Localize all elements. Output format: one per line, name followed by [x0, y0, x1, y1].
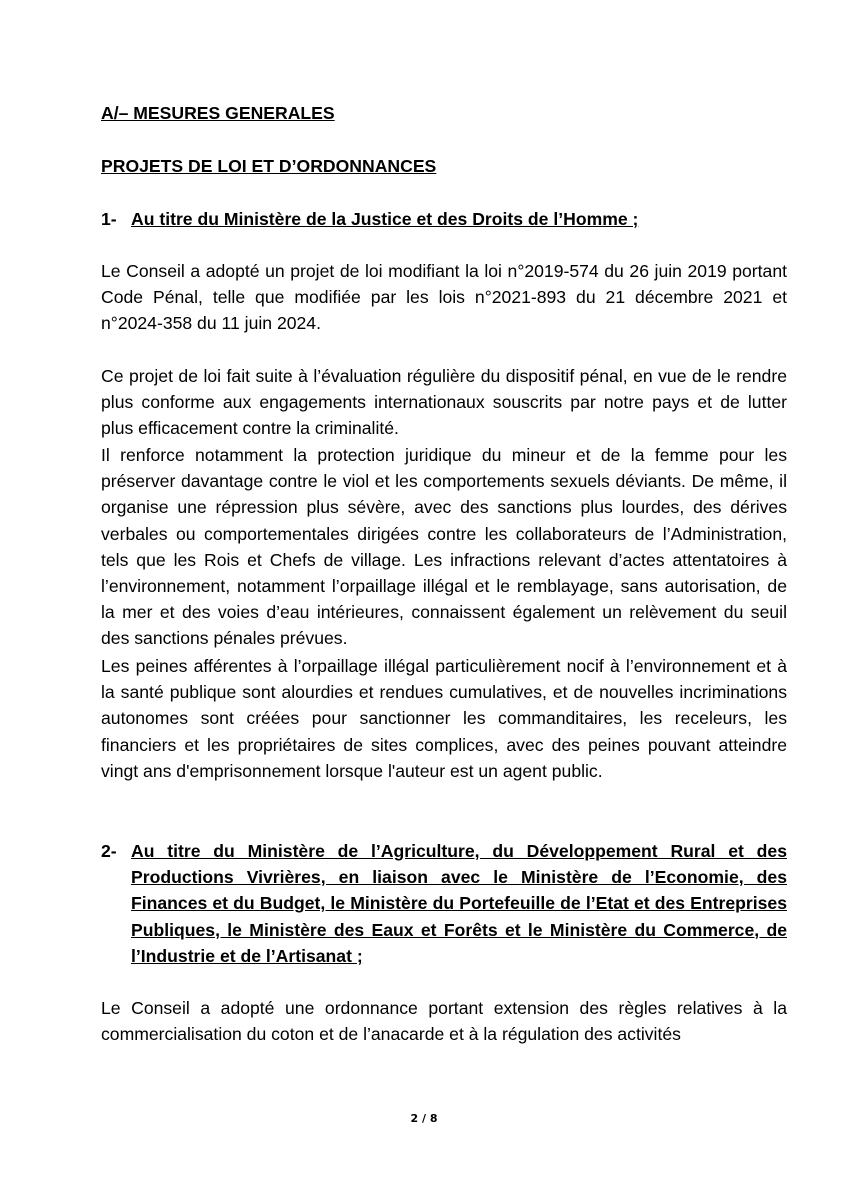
item-1-title: Au titre du Ministère de la Justice et des Droits de l’Homme ; [131, 209, 639, 229]
item-1-paragraph-1: Le Conseil a adopté un projet de loi modifiant la loi n°2019-574 du 26 juin 2019 portant Code Pénal, telle que modifiée par les lois n°2021-893 du 21 décembre 2021 et n°2024-358 du 11 juin 2024. [101, 261, 787, 334]
page-number: 2 / 8 [410, 1112, 438, 1125]
section-heading: A/– MESURES GENERALES [101, 103, 335, 123]
item-1-paragraph-3: Il renforce notamment la protection juridique du mineur et de la femme pour les préserver davantage contre le viol et les comportements sexuels déviants. De même, il organise une répression plus sévère, avec des sanctions plus lourdes, des dérives verbales ou comportementales dirigées contre les collaborateurs de l’Administration, tels que les Rois et Chefs de village. Les infractions relevant d’actes attentatoires à l’environnement, notamment l’orpaillage illégal et le remblayage, sans autorisation, de la mer et des voies d’eau intérieures, connaissent également un relèvement du seuil des sanctions pénales prévues. [101, 445, 787, 649]
item-1-number: 1- [101, 209, 117, 229]
item-2-paragraph-1: Le Conseil a adopté une ordonnance portant extension des règles relatives à la commercialisation du coton et de l’anacarde et à la régulation des activités [101, 998, 787, 1045]
item-2-number: 2- [101, 841, 117, 861]
item-1-paragraph-4: Les peines afférentes à l’orpaillage illégal particulièrement nocif à l’environnement et à la santé publique sont alourdies et rendues cumulatives, et de nouvelles incriminations autonomes sont créées pour sanctionner les commanditaires, les receleurs, les financiers et les propriétaires de sites complices, avec des peines pouvant atteindre vingt ans d'emprisonnement lorsque l'auteur est un agent public. [101, 656, 787, 781]
item-1-paragraph-2: Ce projet de loi fait suite à l’évaluation régulière du dispositif pénal, en vue de le rendre plus conforme aux engagements internationaux souscrits par notre pays et de lutter plus efficacement contre la criminalité. [101, 366, 787, 439]
subsection-heading: PROJETS DE LOI ET D’ORDONNANCES [101, 156, 437, 176]
item-2-title: Au titre du Ministère de l’Agriculture, du Développement Rural et des Productions Vivrières, en liaison avec le Ministère de l’Economie, des Finances et du Budget, le Ministère du Portefeuille de l’Etat et des Entreprises Publiques, le Ministère des Eaux et Forêts et le Ministère du Commerce, de l’Industrie et de l’Artisanat ; [131, 841, 787, 966]
